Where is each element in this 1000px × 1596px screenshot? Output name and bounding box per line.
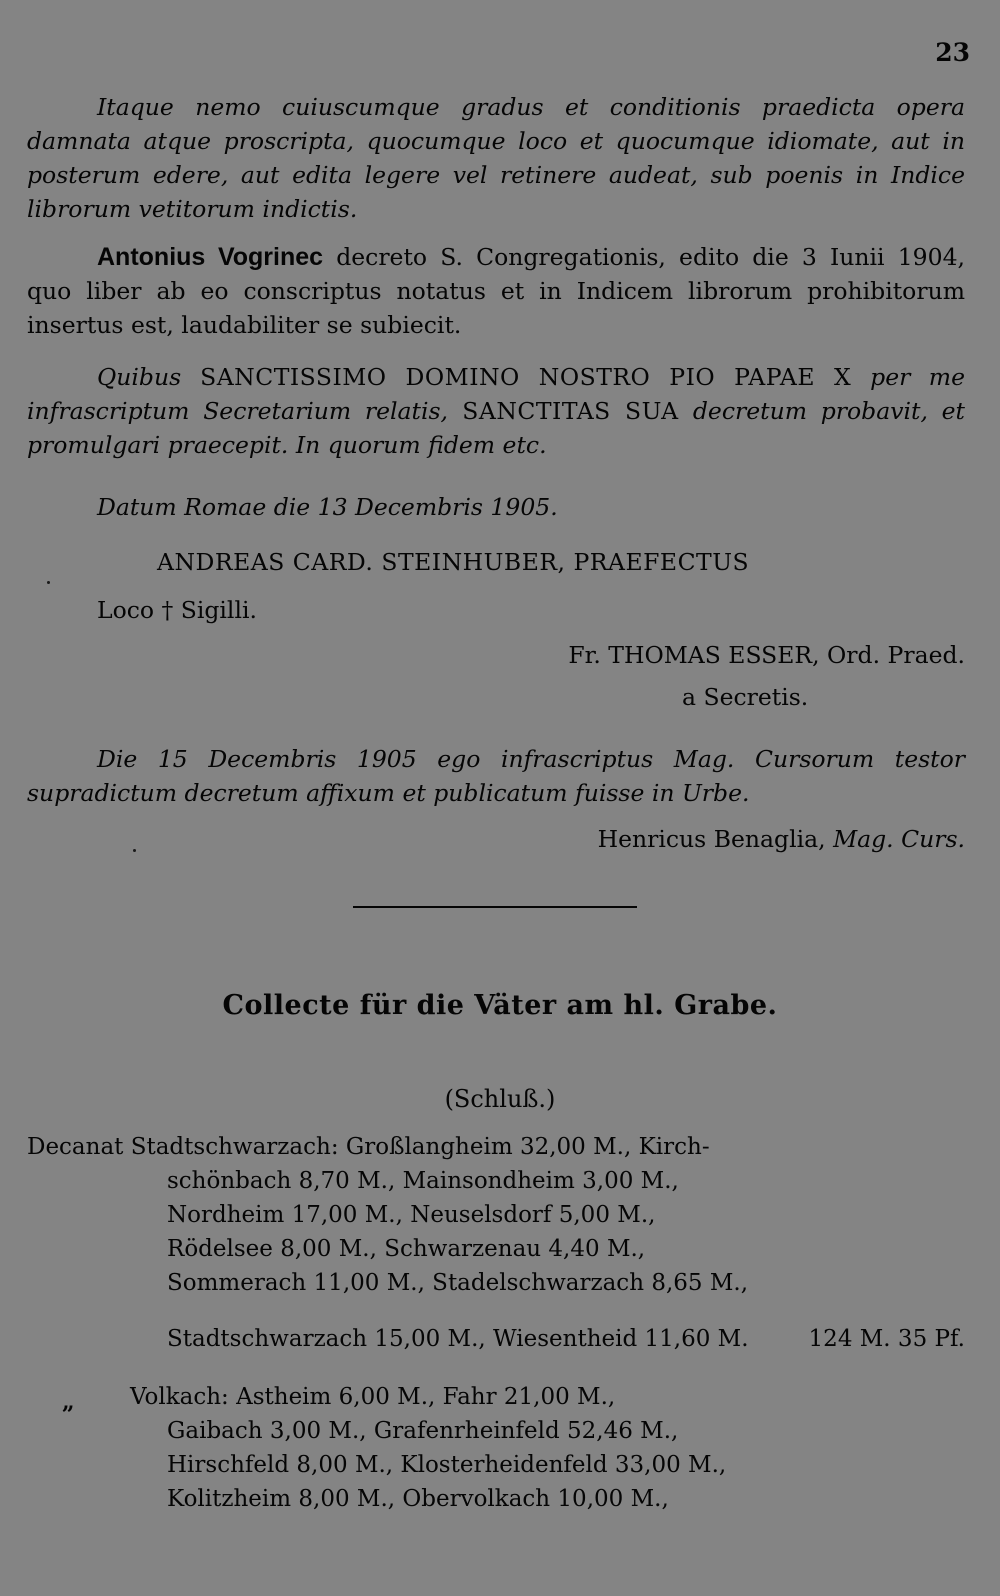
approval-mid: per me infrascriptum Secretarium relatis, xyxy=(27,363,965,425)
vogrinec-text: decreto S. Congregationis, edito die 3 Iunii 1904, quo liber ab eo conscriptus notatus et in Indicem librorum prohibitorum insertus est, laudabiliter se subiecit. xyxy=(27,243,965,339)
decanat2-line: Hirschfeld 8,00 M., Klosterheidenfeld 33,00 M., xyxy=(167,1452,727,1478)
approval-end: In quorum fidem etc. xyxy=(288,431,547,459)
decanat1-total: 124 M. 35 Pf. xyxy=(808,1326,965,1352)
decanat1-line: schönbach 8,70 M., Mainsondheim 3,00 M., xyxy=(167,1168,679,1194)
decanat1-line: Nordheim 17,00 M., Neuselsdorf 5,00 M., xyxy=(167,1202,656,1228)
datum-line: Datum Romae die 13 Decembris 1905. xyxy=(97,493,558,521)
paragraph-approval xyxy=(27,360,965,462)
decanat1-line: Stadtschwarzach 15,00 M., Wiesentheid 11,60 M. xyxy=(167,1326,749,1352)
ditto-mark: „ xyxy=(62,1389,75,1415)
cursor-name: Henricus Benaglia, xyxy=(597,825,834,853)
secretary-title: a Secretis. xyxy=(682,683,809,711)
print-speck xyxy=(47,581,50,584)
prefect-signature: ANDREAS CARD. STEINHUBER, PRAEFECTUS xyxy=(157,548,750,576)
decanat1-line: Decanat Stadtschwarzach: Großlangheim 32,00 M., Kirch- xyxy=(27,1134,710,1160)
cursor-signature xyxy=(27,822,965,856)
approval-lead: Quibus xyxy=(97,363,182,391)
approval-pope: SANCTISSIMO DOMINO NOSTRO PIO PAPAE X xyxy=(181,363,871,391)
print-speck xyxy=(133,849,136,852)
paragraph-vogrinec xyxy=(27,240,965,342)
cursor-title: Mag. Curs. xyxy=(833,825,965,853)
secretary-signature: Fr. THOMAS ESSER, Ord. Praed. xyxy=(568,641,965,669)
section-subheading: (Schluß.) xyxy=(444,1085,556,1113)
seal-line: Loco † Sigilli. xyxy=(97,596,257,624)
section-heading: Collecte für die Väter am hl. Grabe. xyxy=(222,990,778,1021)
decanat2-line: Kolitzheim 8,00 M., Obervolkach 10,00 M., xyxy=(167,1486,669,1512)
page-number: 23 xyxy=(935,38,970,67)
approval-tail: decretum probavit, et promulgari praecepit. xyxy=(27,397,965,459)
name-vogrinec: Antonius Vogrinec xyxy=(97,243,324,271)
section-divider xyxy=(353,906,637,908)
decanat2-line: Gaibach 3,00 M., Grafenrheinfeld 52,46 M., xyxy=(167,1418,679,1444)
decanat1-line: Rödelsee 8,00 M., Schwarzenau 4,40 M., xyxy=(167,1236,646,1262)
paragraph-prohibition: Itaque nemo cuiuscumque gradus et conditionis praedicta opera damnata atque proscripta, quocumque loco et quocumque idiomate, aut in posterum edere, aut edita legere vel retinere audeat, sub poenis in Indice librorum vetitorum indictis. xyxy=(27,93,965,223)
paragraph-affixed: Die 15 Decembris 1905 ego infrascriptus Mag. Cursorum testor supradictum decretum affixum et publicatum fuisse in Urbe. xyxy=(27,745,965,807)
decanat2-line: Volkach: Astheim 6,00 M., Fahr 21,00 M., xyxy=(130,1384,616,1410)
decanat1-line: Sommerach 11,00 M., Stadelschwarzach 8,65 M., xyxy=(167,1270,749,1296)
approval-sanctitas: SANCTITAS SUA xyxy=(448,397,693,425)
